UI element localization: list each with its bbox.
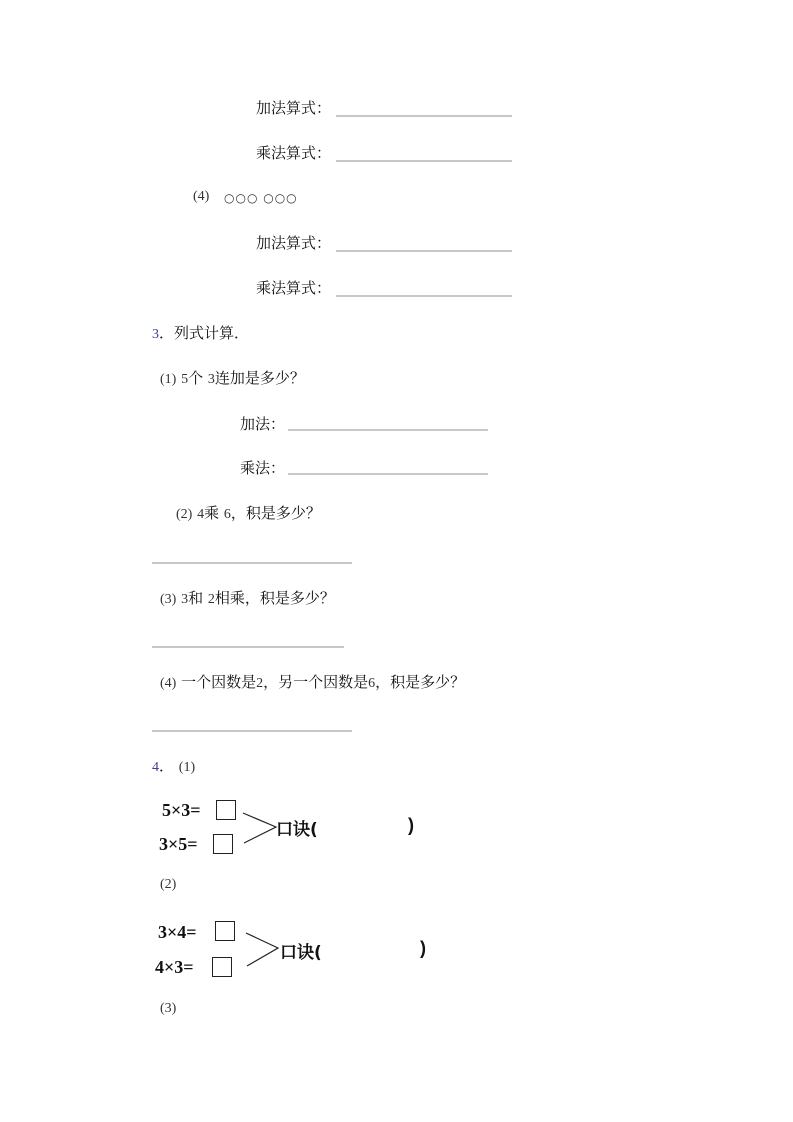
koujue-label: 口诀( [280, 943, 322, 963]
item-number: (3) [160, 1001, 177, 1016]
answer-box[interactable] [216, 800, 236, 820]
answer-box[interactable] [213, 834, 233, 854]
question-3-3: (3) 3和 2相乘，积是多少？ [160, 589, 335, 607]
section-title: ．列式计算． [159, 324, 250, 342]
addition-formula-label: 加法算式： [256, 99, 332, 117]
answer-blank[interactable] [152, 646, 344, 648]
multiplication-formula-label: 乘法算式： [256, 279, 332, 297]
item-number: (3) [160, 592, 177, 607]
addition-blank[interactable] [288, 429, 488, 431]
koujue-blank[interactable] [324, 938, 416, 960]
addition-formula-label: 加法算式： [256, 234, 332, 252]
addition-formula-blank[interactable] [336, 115, 512, 117]
question-3-4: (4) 一个因数是2，另一个因数是6，积是多少？ [160, 673, 466, 691]
section-number: 4 [152, 760, 159, 775]
section-4-heading: 4． (1) [152, 757, 196, 775]
bracket-arrow-icon [244, 928, 284, 970]
section-3-heading [152, 323, 249, 345]
addition-formula-blank[interactable] [336, 250, 512, 252]
bracket-arrow-icon [240, 808, 280, 848]
answer-blank[interactable] [152, 730, 352, 732]
multiplication-formula-blank[interactable] [336, 295, 512, 297]
item-number: (2) [176, 507, 193, 522]
item-number: (4) [193, 189, 210, 204]
answer-box[interactable] [212, 957, 232, 977]
multiplication-label: 乘法： [240, 459, 286, 477]
multiplication-formula-label: 乘法算式： [256, 144, 332, 162]
multiplication-formula-blank[interactable] [336, 160, 512, 162]
item-number: (1) [160, 372, 177, 387]
answer-blank[interactable] [152, 562, 352, 564]
koujue-blank[interactable] [320, 815, 404, 837]
item-number: (1) [178, 760, 196, 775]
item-number: (4) [160, 676, 177, 691]
question-3-2: (2) 4乘 6，积是多少？ [176, 504, 321, 522]
circles-illustration: ○○○ ○○○ [224, 191, 298, 205]
section-number: 3 [152, 327, 159, 342]
addition-label: 加法： [240, 415, 286, 433]
item-number: (2) [160, 877, 177, 892]
answer-box[interactable] [215, 921, 235, 941]
question-3-1: (1) 5个 3连加是多少？ [160, 369, 305, 387]
multiplication-blank[interactable] [288, 473, 488, 475]
koujue-label: 口诀( [276, 820, 318, 840]
